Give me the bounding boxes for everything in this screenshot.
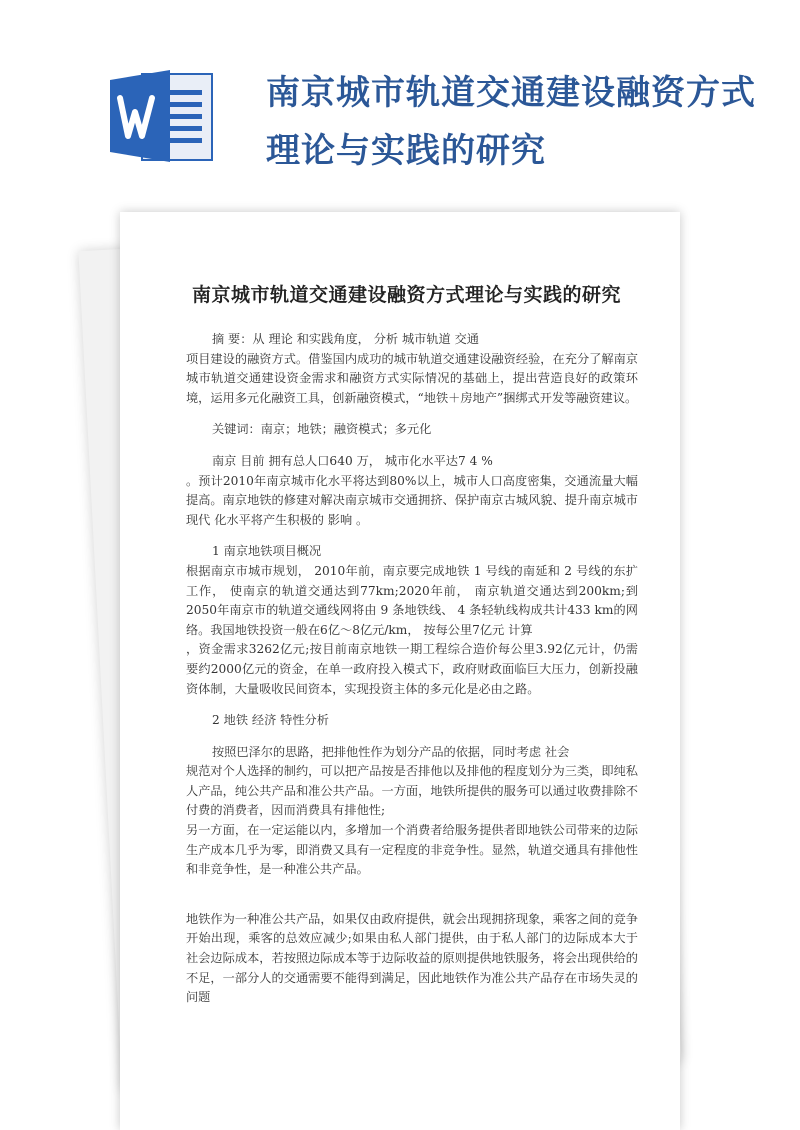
keywords: 关键词：南京；地铁；融资模式；多元化 (212, 422, 432, 437)
paragraph: 根据南京市城市规划， 2010年前，南京要完成地铁 1 号线的南延和 2 号线的东扩工作， 使南京的轨道交通达到77km;2020年前， 南京轨道交通达到200km;到2050年南京市的轨道交通线网将由 9 条地铁线、 4 条轻轨线构成共计433 km的网络。我国地铁投资一般在6亿～8亿元/km， 按每公里7亿元 计算 (186, 563, 638, 637)
document-body (186, 330, 638, 1008)
section-heading: 1 南京地铁项目概况 (212, 544, 322, 559)
abstract-body: 项目建设的融资方式。借鉴国内成功的城市轨道交通建设融资经验，在充分了解南京城市轨道交通建设资金需求和融资方式实际情况的基础上，提出营造良好的政策环境，运用多元化融资工具，创新融资模式，“地铁＋房地产”捆绑式开发等融资建议。 (186, 351, 638, 405)
document-page (120, 212, 680, 1130)
document-title: 南京城市轨道交通建设融资方式理论与实践的研究 (192, 284, 622, 306)
paragraph: 南京 目前 拥有总人口640 万， 城市化水平达7 4 % (212, 453, 493, 468)
word-document-icon (108, 66, 216, 166)
paragraph: 另一方面，在一定运能以内，多增加一个消费者给服务提供者即地铁公司带来的边际生产成本几乎为零，即消费又具有一定程度的非竞争性。显然，轨道交通具有排他性和非竞争性，是一种准公共产品。 (186, 823, 638, 877)
section-heading: 2 地铁 经济 特性分析 (212, 713, 329, 728)
paragraph: 规范对个人选择的制约，可以把产品按是否排他以及排他的程度划分为三类，即纯私人产品，纯公共产品和准公共产品。一方面，地铁所提供的服务可以通过收费排除不付费的消费者，因而消费具有排他性; (186, 764, 638, 818)
header-title: 南京城市轨道交通建设融资方式理论与实践的研究 (266, 73, 756, 171)
paragraph: 。预计2010年南京城市化水平将达到80%以上，城市人口高度密集，交通流量大幅提高。南京地铁的修建对解决南京城市交通拥挤、保护南京古城风貌、提升南京城市 现代 化水平将产生积极的 影响 。 (186, 473, 638, 527)
abstract-line: 摘 要：从 理论 和实践角度， 分析 城市轨道 交通 (212, 332, 479, 346)
paragraph: ，资金需求3262亿元;按目前南京地铁一期工程综合造价每公里3.92亿元计，仍需要约2000亿元的资金，在单一政府投入模式下，政府财政面临巨大压力，创新投融资体制，大量吸收民间资本，实现投资主体的多元化是必由之路。 (186, 642, 638, 696)
paragraph: 地铁作为一种准公共产品，如果仅由政府提供，就会出现拥挤现象，乘客之间的竞争开始出现，乘客的总效应减少;如果由私人部门提供，由于私人部门的边际成本大于社会边际成本，若按照边际成本等于边际收益的原则提供地铁服务，将会出现供给的不足，一部分人的交通需要不能得到满足，因此地铁作为准公共产品存在市场失灵的 问题 (186, 911, 638, 1005)
paragraph: 按照巴泽尔的思路，把排他性作为划分产品的依据，同时考虑 社会 (212, 744, 570, 759)
header (0, 0, 800, 200)
